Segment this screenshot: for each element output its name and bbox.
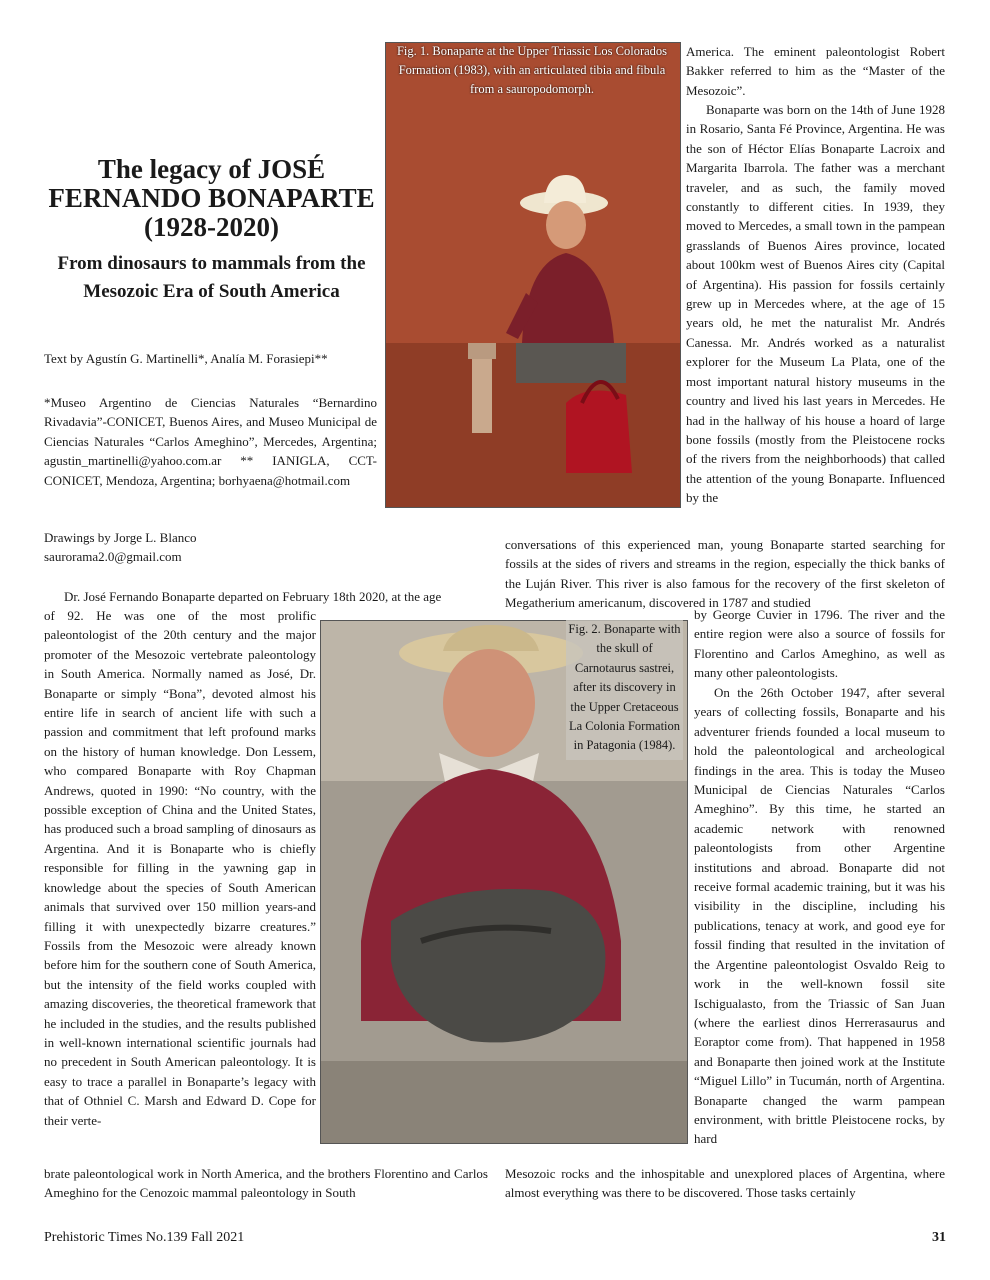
body-left-intro: Dr. José Fernando Bonaparte departed on February 18th 2020, at the age (64, 589, 442, 604)
body-bottom-left: brate paleontological work in North America, and the brothers Florentino and Carlos Ameghino for the Cenozoic mammal paleontology in South (44, 1166, 488, 1201)
body-right-para-3: by George Cuvier in 1796. The river and the entire region were also a source of fossils for Florentino and Carlos Ameghino, as well as many other paleontologists. (694, 607, 945, 681)
drawings-credit: Drawings by Jorge L. Blanco (44, 530, 197, 545)
affiliations: *Museo Argentino de Ciencias Naturales “Bernardino Rivadavia”-CONICET, Buenos Aires, and Museo Municipal de Ciencias Naturales “Carlos Ameghino”, Mercedes, Argentina; agustin_martinelli@yahoo.com.ar ** IANIGLA, CCT-CONICET, Mendoza, Argentina; borhyaena@hotmail.com (44, 395, 377, 488)
footer-publication: Prehistoric Times No.139 Fall 2021 (44, 1230, 245, 1245)
figure-1-caption: Fig. 1. Bonaparte at the Upper Triassic Los Colorados Formation (1983), with an articulated tibia and fibula from a sauropodomorph. (396, 44, 668, 96)
figure-2-caption: Fig. 2. Bonaparte with the skull of Carnotaurus sastrei, after its discovery in the Upper Cretaceous La Colonia Formation in Patagonia (1984). (566, 620, 683, 760)
figure-1-illustration (386, 43, 680, 507)
drawings-email: saurorama2.0@gmail.com (44, 549, 182, 564)
body-right-para-2: Bonaparte was born on the 14th of June 1928 in Rosario, Santa Fé Province, Argentina. He was the son of Héctor Elías Bonaparte Lacroix and Margarita Ibarrola. The father was a merchant traveler, and as such, the family moved constantly to different cities. In 1939, they moved to Mercedes, a small town in the pampean grasslands of Buenos Aires province, located about 100km west of Buenos Aires city (Capital of Argentina). His passion for fossils certainly grew up in Mercedes where, at the age of 15 years old, he met the naturalist Mr. Andrés Canessa. Mr. Andrés worked as a naturalist explorer for the Museum La Plata, one of the most important natural history museums in the country and lived his last years in Mercedes. He had in the hallway of his house a hoard of large bone fossils (mostly from the Pleistocene rocks of the rivers from the neighborhoods) that called the attention of the young Bonaparte. Influenced by the (686, 102, 945, 506)
article-title: The legacy of JOSÉ FERNANDO BONAPARTE (1928-2020) (48, 154, 375, 242)
authors-line: Text by Agustín G. Martinelli*, Analía M. Forasiepi** (44, 351, 328, 366)
article-subtitle: From dinosaurs to mammals from the Mesozoic Era of South America (57, 253, 366, 302)
page-number: 31 (932, 1230, 946, 1245)
body-bottom-right: Mesozoic rocks and the inhospitable and unexplored places of Argentina, where almost everything was there to be discovered. Those tasks certainly (505, 1166, 945, 1201)
body-right-para-4: On the 26th October 1947, after several years of collecting fossils, Bonaparte and his adventurer friends founded a local museum to hold the paleontological and archeological findings in the area. This is today the Museo Municipal de Ciencias Naturales “Carlos Ameghino”. By this time, he started an academic network with renowned paleontologists from other Argentine institutions and abroad. Bonaparte did not receive formal academic training, but it was his visibility in the discipline, including his publications, tenacy at work, and good eye for fossil finding that resulted in the invitation of the Argentine paleontologist Osvaldo Reig to work in the well-known fossil site Ischigualasto, from the Triassic of San Juan (where the earliest dinos Herrerasaurus and Eoraptor come from). That happened in 1958 and Bonaparte then joined work at the Institute “Miguel Lillo” in Tucumán, north of Argentina. Bonaparte changed the warm pampean environment, with brittle Pleistocene rocks, by hard (694, 685, 945, 1147)
body-wide-para: conversations of this experienced man, young Bonaparte started searching for fossils at the sides of rivers and streams in the region, especially the thick banks of the Luján River. This river is also famous for the recovery of the first skeleton of Megatherium americanum, discovered in 1787 and studied (505, 537, 945, 611)
body-right-para-1: America. The eminent paleontologist Robert Bakker referred to him as the “Master of the Mesozoic”. (686, 44, 945, 98)
figure-1-photo (385, 42, 681, 508)
body-left-para: of 92. He was one of the most prolific paleontologist of the 20th century and the major promoter of the Mesozoic vertebrate paleontology in South America. Normally named as José, Dr. Bonaparte or simply “Bona”, devoted almost his entire life in search of ancient life with such a passion and commitment that left profound marks on the history of human knowledge. Don Lessem, who compared Bonaparte with Roy Chapman Andrews, quoted in 1990: “No country, with the possible exception of China and the United States, has produced such a broad sampling of dinosaurs as Argentina. And it is Bonaparte who is chiefly responsible for filling in the yawning gap in knowledge about the species of South American animals that survived over 150 million years-and filling it with unexpectedly bizarre creatures.” Fossils from the Mesozoic were already known before him for the southern cone of South America, but the intensity of the field works coupled with amazing discoveries, the theoretical framework that he included in the studies, and the results published in well-known international scientific journals had no precedent in South American paleontology. It is easy to trace a parallel in Bonaparte’s legacy with that of Othniel C. Marsh and Edward D. Cope for their verte- (44, 608, 316, 1128)
